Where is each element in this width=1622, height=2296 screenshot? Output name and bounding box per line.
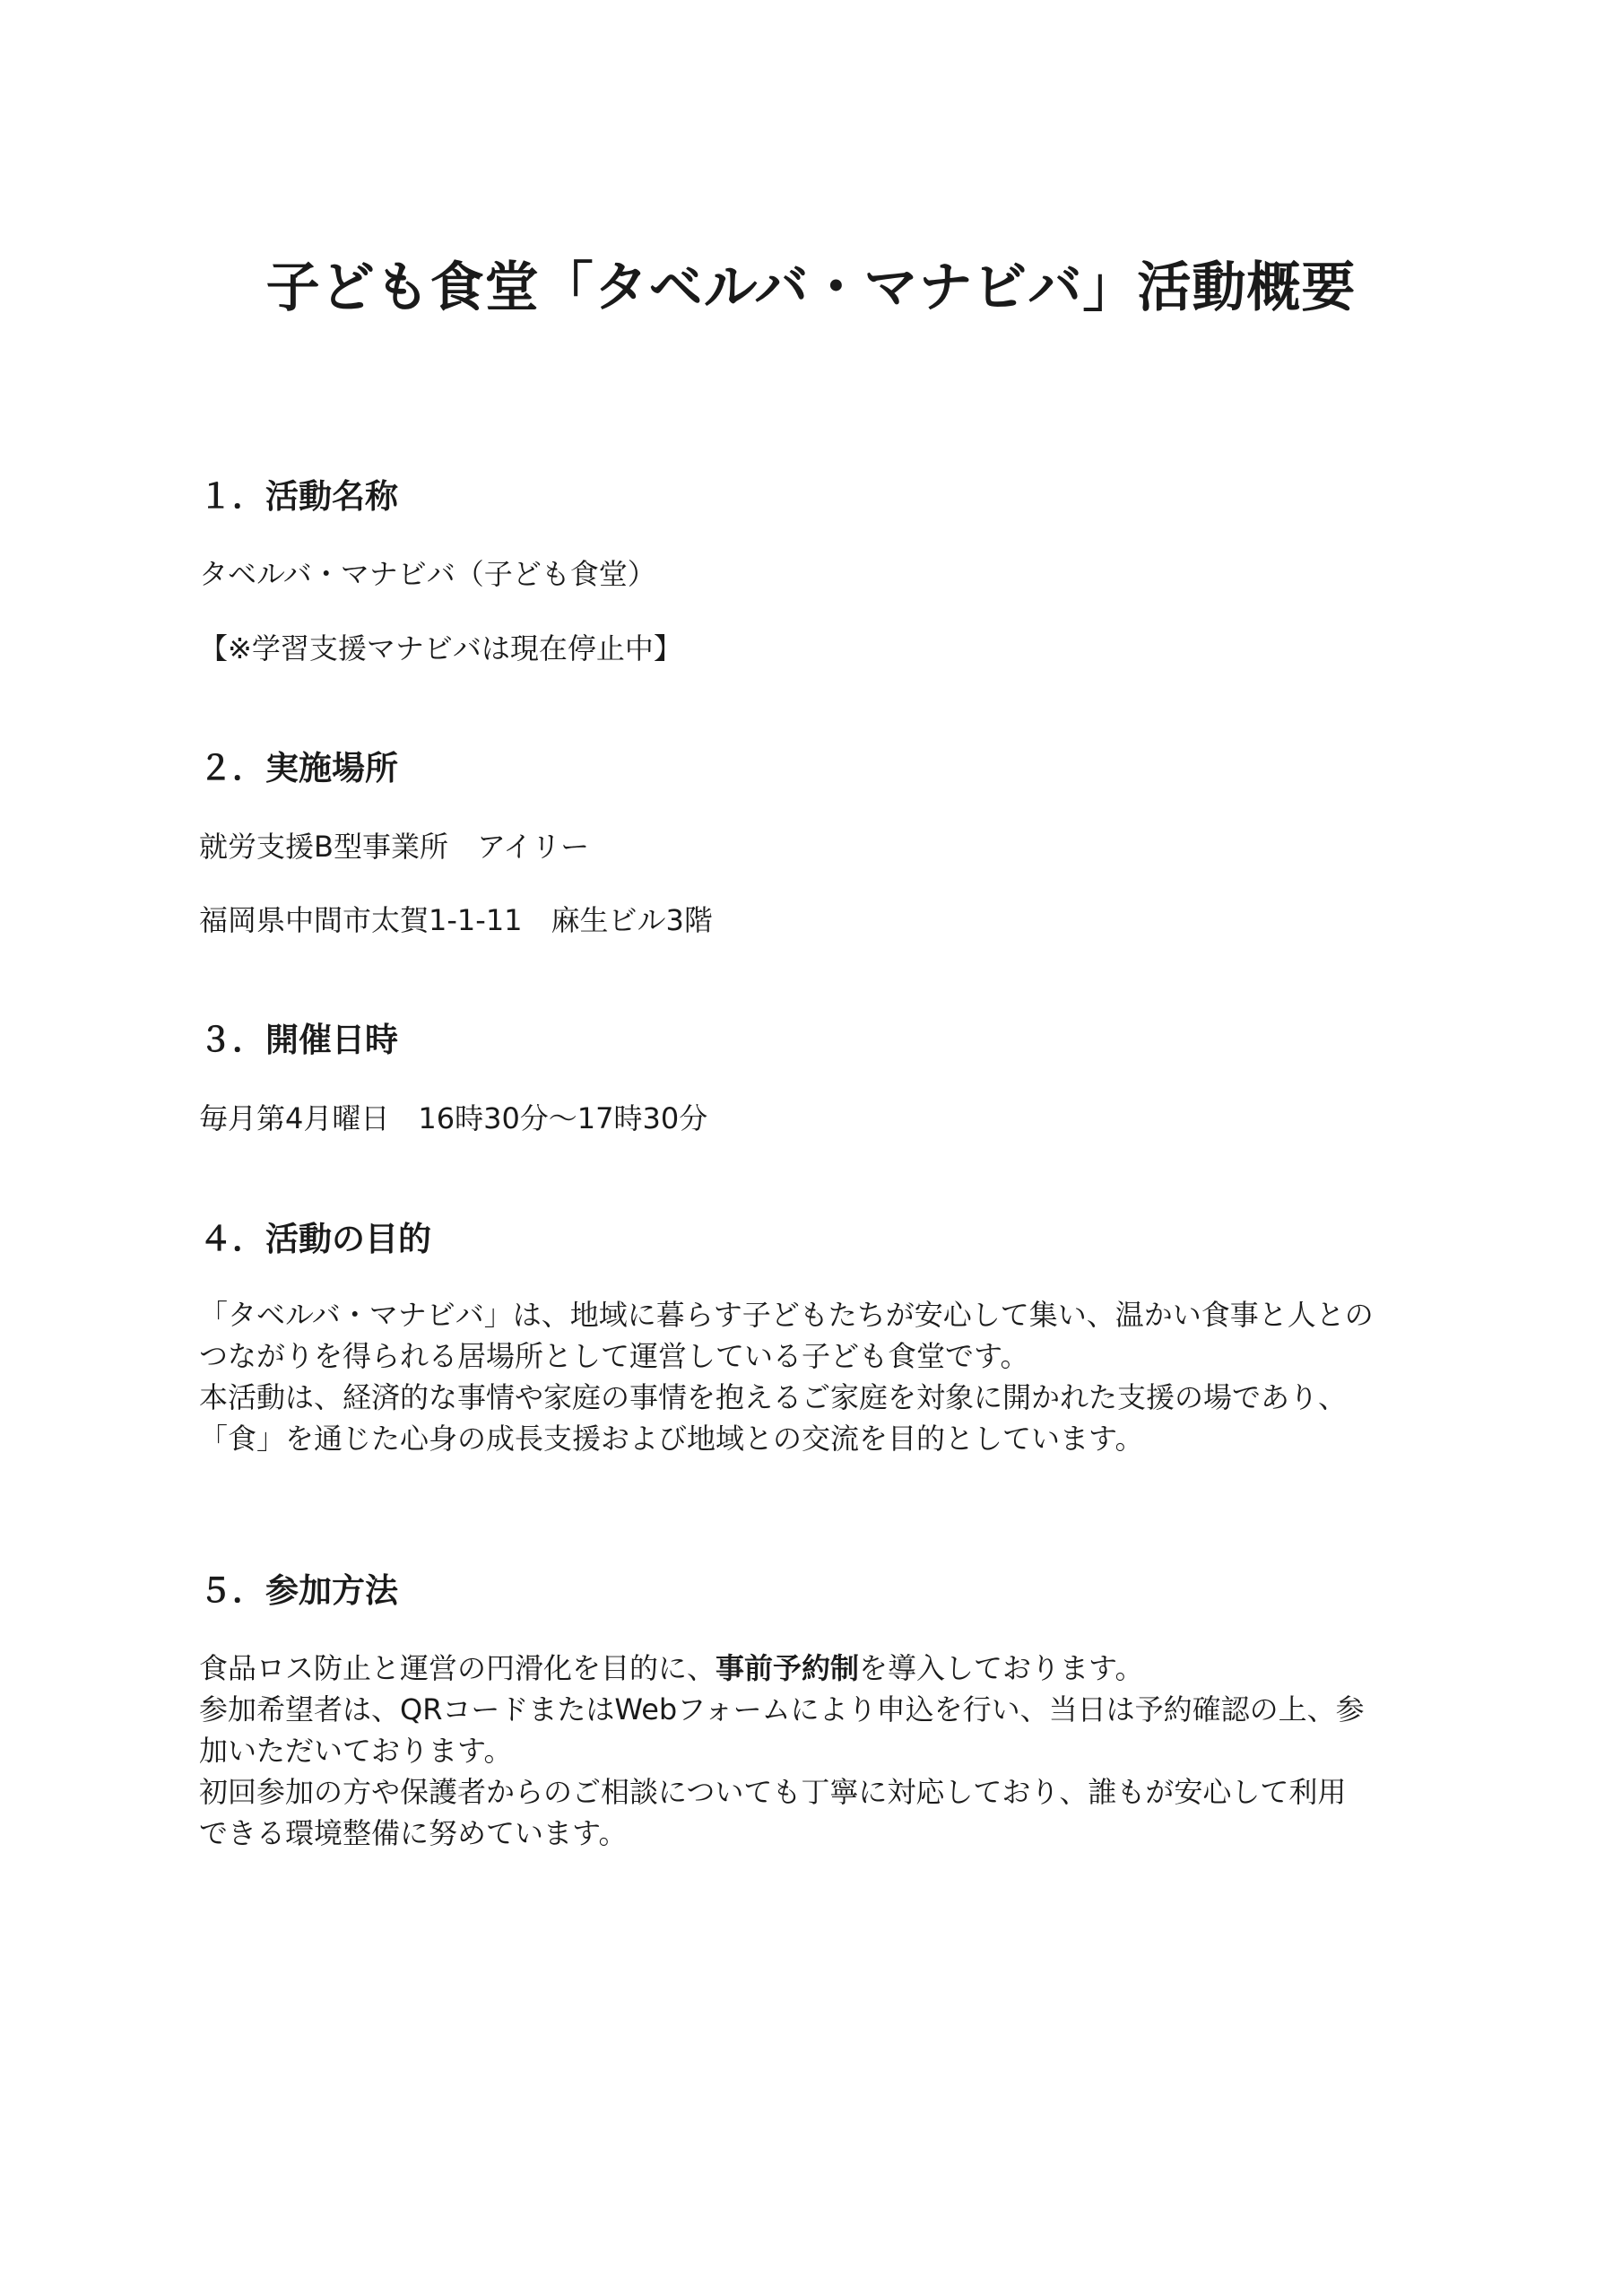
purpose-paragraph <box>199 1294 1445 1459</box>
participation-line <box>199 1648 1445 1689</box>
participation-text: を導入しております。 <box>859 1651 1144 1685</box>
page-title: 子ども食堂「タベルバ・マナビバ」活動概要 <box>265 257 1357 319</box>
activity-name-text: タベルバ・マナビバ（子ども食堂） <box>199 557 656 591</box>
schedule-text: 毎月第4月曜日 16時30分〜17時30分 <box>199 1101 708 1135</box>
location-address: 福岡県中間市太賀1-1-11 麻生ビル3階 <box>199 903 713 937</box>
purpose-line: 本活動は、経済的な事情や家庭の事情を抱えるご家庭を対象に開かれた支援の場であり、 <box>199 1380 1348 1414</box>
purpose-line: 「食」を通じた心身の成長支援および地域との交流を目的としています。 <box>199 1422 1144 1456</box>
section-heading-purpose: ４．活動の目的 <box>199 1220 431 1258</box>
participation-text: 食品ロス防止と運営の円滑化を目的に、 <box>199 1651 716 1685</box>
participation-paragraph <box>199 1648 1445 1854</box>
activity-name-note: 【※学習支援マナビバは現在停止中】 <box>199 631 682 665</box>
participation-line: 初回参加の方や保護者からのご相談についても丁寧に対応しており、誰もが安心して利用 <box>199 1775 1347 1809</box>
section-heading-activity-name: １．活動名称 <box>199 477 398 516</box>
participation-line: 参加希望者は、QRコードまたはWebフォームにより申込を行い、当日は予約確認の上、参 <box>199 1692 1365 1726</box>
location-facility: 就労支援B型事業所 アイリー <box>199 830 590 864</box>
purpose-line: 「タベルバ・マナビバ」は、地域に暮らす子どもたちが安心して集い、温かい食事と人との <box>199 1298 1374 1332</box>
section-heading-location: ２．実施場所 <box>199 749 398 787</box>
participation-line: 加いただいております。 <box>199 1734 513 1768</box>
section-heading-schedule: ３．開催日時 <box>199 1021 398 1059</box>
purpose-line: つながりを得られる居場所として運営している子ども食堂です。 <box>199 1339 1029 1373</box>
reservation-system-emphasis: 事前予約制 <box>716 1651 860 1685</box>
section-heading-participation: ５．参加方法 <box>199 1571 398 1610</box>
participation-line: できる環境整備に努めています。 <box>199 1816 628 1850</box>
